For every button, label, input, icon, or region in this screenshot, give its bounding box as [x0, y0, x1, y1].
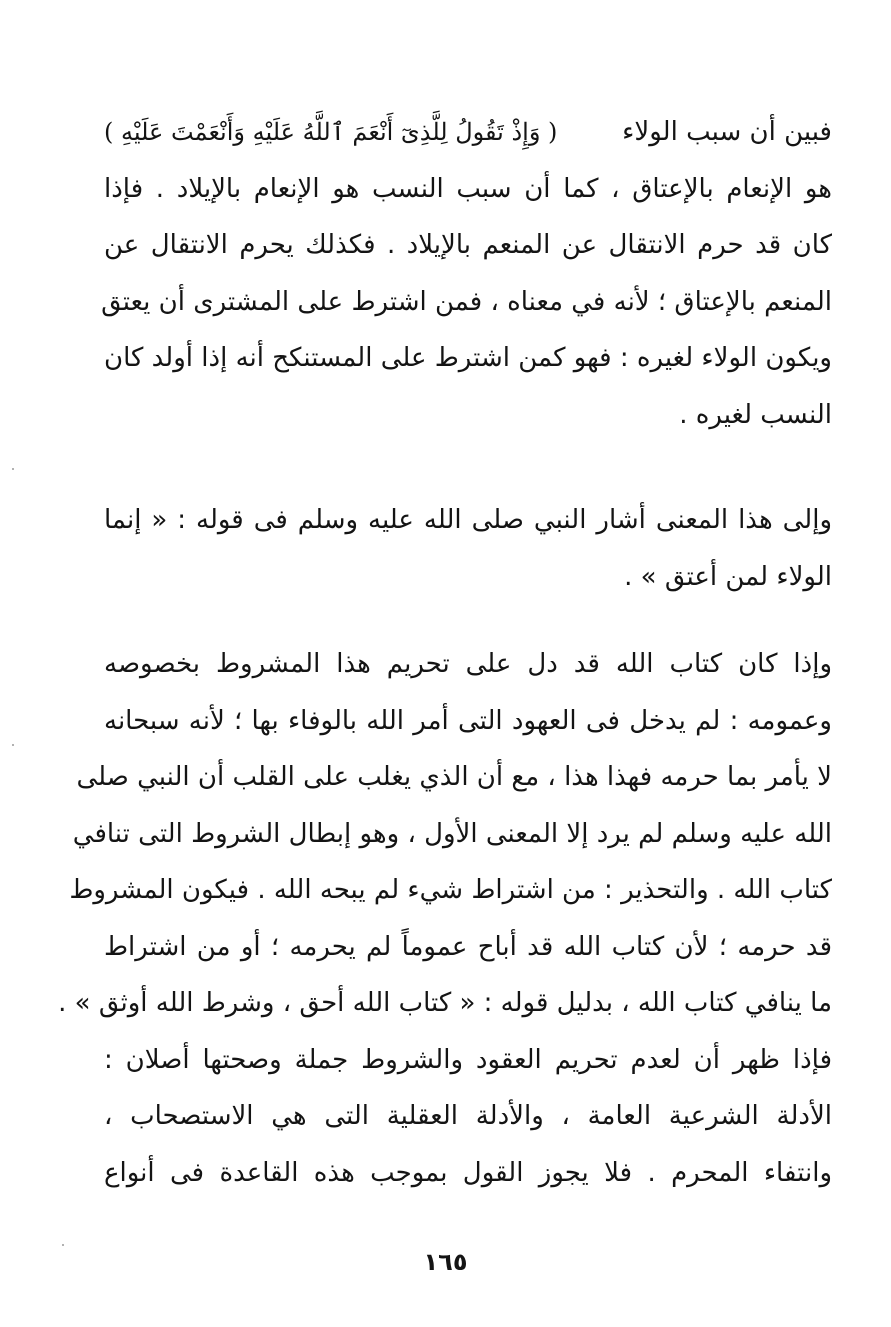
paragraph-3: [58, 636, 832, 1201]
paragraph-line: الولاء لمن أعتق » .: [624, 561, 832, 592]
scan-speck: [12, 468, 14, 470]
paragraph-line: لا يأمر بما حرمه فهذا هذا ، مع أن الذي يغلب على القلب أن النبي صلى: [76, 762, 832, 792]
paragraph-line: هو الإنعام بالإعتاق ، كما أن سبب النسب هو الإنعام بالإيلاد . فإذا: [104, 173, 832, 204]
scan-speck: [12, 744, 14, 746]
paragraph-line: قد حرمه ؛ لأن كتاب الله قد أباح عموماً لم يحرمه ؛ أو من اشتراط: [104, 931, 832, 962]
paragraph-line: كان قد حرم الانتقال عن المنعم بالإيلاد . فكذلك يحرم الانتقال عن: [104, 230, 832, 260]
paragraph-line: وانتفاء المحرم . فلا يجوز القول بموجب هذه القاعدة فى أنواع: [104, 1157, 832, 1188]
paragraph-line: [104, 104, 832, 161]
paragraph-2: [104, 492, 832, 605]
paragraph-line: النسب لغيره .: [679, 399, 832, 430]
paragraph-line: وعمومه : لم يدخل فى العهود التى أمر الله بالوفاء بها ؛ لأنه سبحانه: [104, 705, 832, 736]
paragraph-line: وإلى هذا المعنى أشار النبي صلى الله عليه وسلم فى قوله : « إنما: [104, 505, 832, 535]
quran-verse: ( وَإِذْ تَقُولُ لِلَّذِىٓ أَنْعَمَ ٱللَّهُ عَلَيْهِ وَأَنْعَمْتَ عَلَيْهِ ): [104, 118, 558, 146]
page-number: ١٦٥: [423, 1248, 468, 1276]
paragraph-text: فبين أن سبب الولاء: [622, 117, 832, 147]
paragraph-line: المنعم بالإعتاق ؛ لأنه في معناه ، فمن اشترط على المشترى أن يعتق: [101, 286, 832, 317]
paragraph-line: ما ينافي كتاب الله ، بدليل قوله : « كتاب الله أحق ، وشرط الله أوثق » .: [58, 988, 832, 1018]
scan-speck: [62, 1244, 64, 1246]
paragraph-line: وإذا كان كتاب الله قد دل على تحريم هذا المشروط بخصوصه: [104, 649, 832, 679]
paragraph-line: الله عليه وسلم لم يرد إلا المعنى الأول ، وهو إبطال الشروط التى تنافي: [72, 818, 832, 849]
paragraph-1: [101, 104, 832, 443]
paragraph-line: كتاب الله . والتحذير : من اشتراط شيء لم يبحه الله . فيكون المشروط: [69, 875, 832, 905]
paragraph-line: فإذا ظهر أن لعدم تحريم العقود والشروط جملة وصحتها أصلان :: [104, 1044, 832, 1075]
paragraph-line: ويكون الولاء لغيره : فهو كمن اشترط على المستنكح أنه إذا أولد كان: [104, 343, 832, 373]
paragraph-line: الأدلة الشرعية العامة ، والأدلة العقلية التى هي الاستصحاب ،: [104, 1101, 832, 1131]
